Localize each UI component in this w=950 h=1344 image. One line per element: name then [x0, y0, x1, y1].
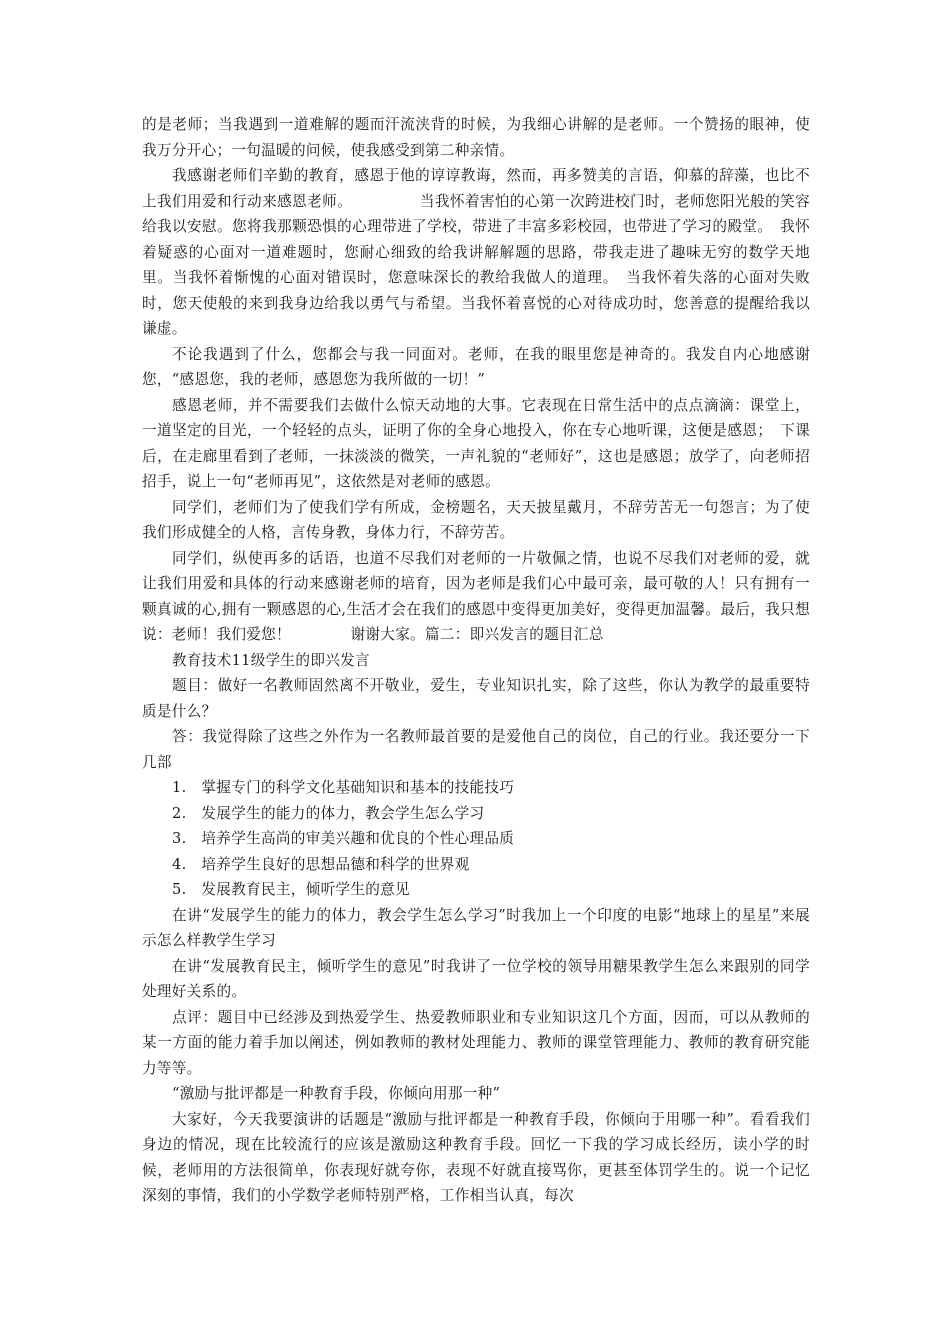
document-page [142, 112, 810, 1209]
topic-title: “激励与批评都是一种教育手段，你倾向用那一种” [172, 1085, 501, 1102]
list-item: 4. 培养学生良好的思想品德和科学的世界观 [172, 855, 470, 873]
paragraph-candy-example: 在讲“发展教育民主，倾听学生的意见”时我讲了一位学校的领导用糖果教学生怎么来跟别的同学处理好关系的。 [142, 957, 810, 1000]
list-item: 3. 培养学生高尚的审美兴趣和优良的个性心理品质 [172, 830, 515, 847]
paragraph-2: 我感谢老师们辛勤的教育，感恩于他的谆谆教诲，然而，再多赞美的言语，仰慕的辞藻，也比不上我们用爱和行动来感恩老师。 当我怀着害怕的心第一次跨进校门时，老师您阳光般的笑容给我以安慰。您将我那颗恐惧的心理带进了学校，带进了丰富多彩校园，也带进了学习的殿堂。 我怀着疑惑的心面对一道难题时，您耐心细致的给我讲解解题的思路，带我走进了趣味无穷的数学天地里。当我怀着惭愧的心面对错误时，您意味深长的教给我做人的道理。 当我怀着失落的心面对失败时，您天使般的来到我身边给我以勇气与希望。当我怀着喜悦的心对待成功时，您善意的提醒给我以谦虚。 [142, 167, 810, 337]
list-item: 5. 发展教育民主，倾听学生的意见 [172, 881, 410, 898]
paragraph-1: 的是老师；当我遇到一道难解的题而汗流浃背的时候，为我细心讲解的是老师。一个赞扬的眼神，使我万分开心；一句温暖的问候，使我感受到第二种亲情。 [142, 116, 810, 159]
section-heading: 教育技术11级学生的即兴发言 [172, 651, 370, 669]
paragraph-4: 感恩老师，并不需要我们去做什么惊天动地的大事。它表现在日常生活中的点点滴滴：课堂上，一道坚定的目光，一个轻轻的点头，证明了你的全身心地投入，你在专心地听课，这便是感恩； 下课后，在走廊里看到了老师，一抹淡淡的微笑，一声礼貌的“老师好”，这也是感恩；放学了，向老师招招手，说上一句“老师再见”，这依然是对老师的感恩。 [142, 396, 810, 490]
paragraph-film-example: 在讲“发展学生的能力的体力，教会学生怎么学习”时我加上一个印度的电影“地球上的星星”来展示怎么样教学生学习 [142, 906, 810, 949]
question-paragraph: 题目：做好一名教师固然离不开敬业，爱生，专业知识扎实，除了这些，你认为教学的最重要特质是什么？ [142, 677, 810, 720]
paragraph-6: 同学们，纵使再多的话语，也道不尽我们对老师的一片敬佩之情，也说不尽我们对老师的爱，就让我们用爱和具体的行动来感谢老师的培育，因为老师是我们心中最可亲，最可敬的人！只有拥有一颗真诚的心,拥有一颗感恩的心,生活才会在我们的感恩中变得更加美好，变得更加温馨。最后，我只想说：老师！我们爱您！ 谢谢大家。篇二：即兴发言的题目汇总 [142, 549, 810, 643]
paragraph-3: 不论我遇到了什么，您都会与我一同面对。老师，在我的眼里您是神奇的。我发自内心地感谢您，“感恩您，我的老师，感恩您为我所做的一切！” [142, 345, 810, 388]
list-item: 2. 发展学生的能力的体力，教会学生怎么学习 [172, 804, 485, 822]
comment-paragraph: 点评：题目中已经涉及到热爱学生、热爱教师职业和专业知识这几个方面，因而，可以从教师的某一方面的能力着手加以阐述，例如教师的教材处理能力、教师的课堂管理能力、教师的教育研究能力等等。 [142, 1008, 810, 1077]
paragraph-5: 同学们，老师们为了使我们学有所成，金榜题名，天天披星戴月，不辞劳苦无一句怨言；为了使我们形成健全的人格，言传身教，身体力行，不辞劳苦。 [142, 498, 810, 541]
answer-paragraph: 答：我觉得除了这些之外作为一名教师最首要的是爱他自己的岗位，自己的行业。我还要分一下几部 [142, 728, 810, 771]
list-item: 1. 掌握专门的科学文化基础知识和基本的技能技巧 [172, 779, 515, 796]
speech-paragraph: 大家好，今天我要演讲的话题是“激励与批评都是一种教育手段，你倾向于用哪一种”。看看我们身边的情况，现在比较流行的应该是激励这种教育手段。回忆一下我的学习成长经历，读小学的时候，老师用的方法很简单，你表现好就夸你，表现不好就直接骂你，更甚至体罚学生的。说一个记忆深刻的事情，我们的小学数学老师特别严格，工作相当认真，每次 [142, 1110, 810, 1204]
